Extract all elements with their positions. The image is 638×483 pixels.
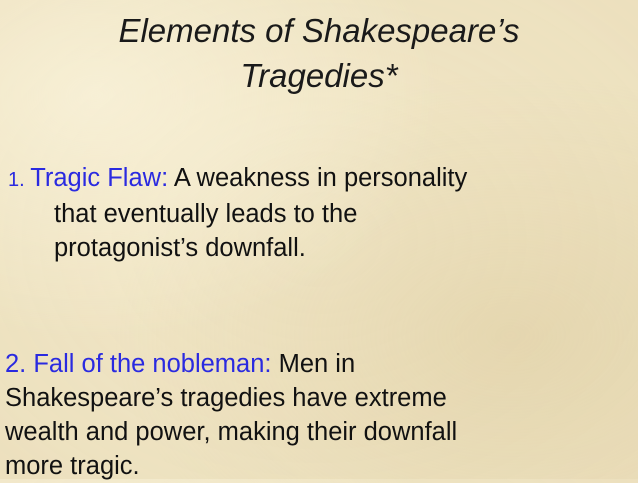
list-item-line <box>8 161 636 197</box>
slide-title-line-2: Tragedies* <box>240 57 398 94</box>
list-item-line: more tragic. <box>5 452 140 480</box>
list-item-term: Tragic Flaw: <box>30 164 169 192</box>
list-item-term: 2. Fall of the nobleman: <box>5 350 272 378</box>
list-item-fall-of-nobleman <box>5 347 638 483</box>
list-item-line: protagonist’s downfall. <box>54 234 306 262</box>
list-item-line <box>5 347 638 381</box>
list-item-number: 1. <box>8 169 31 191</box>
slide-title <box>0 8 638 98</box>
list-item-text: A weakness in personality <box>168 164 468 192</box>
list-item-text: Men in <box>271 350 356 378</box>
list-item-line: that eventually leads to the <box>54 200 358 228</box>
list-item-line: wealth and power, making their downfall <box>5 418 458 446</box>
list-item-line: Shakespeare’s tragedies have extreme <box>5 384 447 412</box>
list-item-tragic-flaw <box>8 161 636 265</box>
slide-title-line-1: Elements of Shakespeare’s <box>118 12 520 49</box>
